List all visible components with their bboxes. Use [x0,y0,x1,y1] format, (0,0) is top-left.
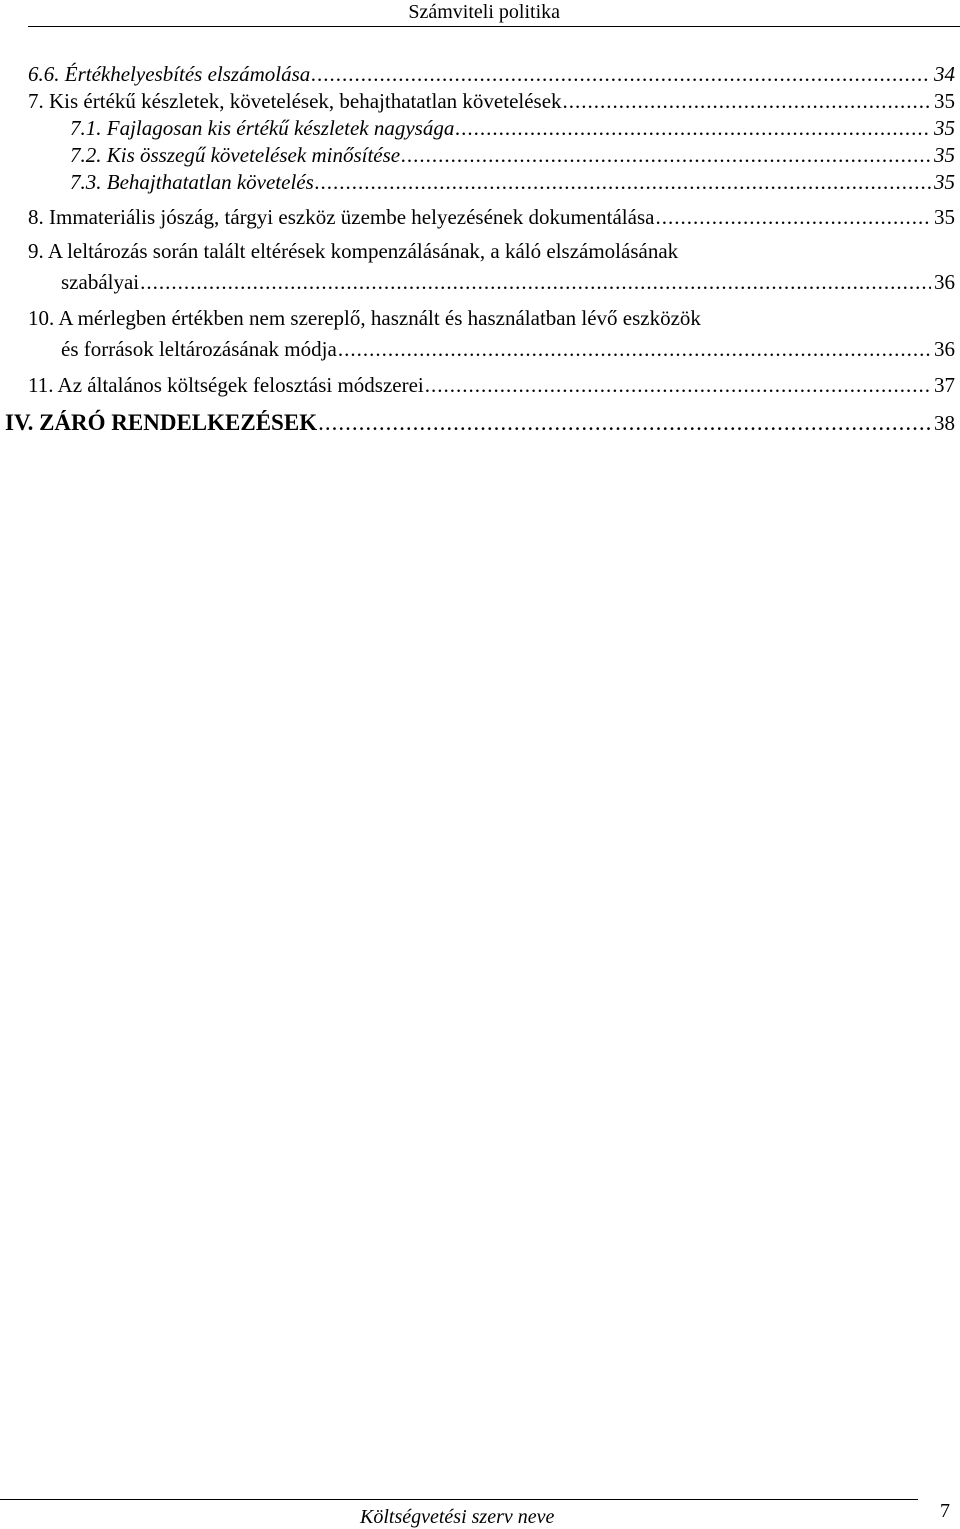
toc-entry-7-2[interactable] [70,142,955,169]
dot-leader [315,169,931,196]
toc-entry-page: 36 [934,337,955,361]
toc-entry-page: 35 [934,205,955,229]
dot-leader [425,372,931,399]
toc-entry-label: 8. Immateriális jószág, tárgyi eszköz üzembe helyezésének dokumentálása [28,205,655,229]
toc-entry-9[interactable] [0,238,960,296]
toc-entry-label: IV. ZÁRÓ RENDELKEZÉSEK [5,410,318,435]
toc-entry-page: 34 [934,62,955,86]
dot-leader [140,269,931,296]
dot-leader [311,61,931,88]
dot-leader [563,88,931,115]
footer-divider [0,1499,918,1500]
toc-entry-8[interactable] [28,204,955,231]
toc-entry-9-continuation [61,269,955,296]
toc-entry-label: 7.3. Behajthatatlan követelés [70,170,314,194]
toc-entry-page: 37 [934,373,955,397]
toc-entry-page: 35 [934,89,955,113]
toc-entry-label: 7.2. Kis összegű követelések minősítése [70,143,401,167]
toc-entry-page: 38 [934,411,955,435]
footer-page-number: 7 [940,1500,950,1522]
table-of-contents [0,61,960,439]
toc-entry-10[interactable] [0,305,960,363]
toc-entry-11[interactable] [28,372,955,399]
dot-leader [401,142,931,169]
toc-entry-label: szabályai [61,270,140,294]
toc-entry-label: 7. Kis értékű készletek, követelések, behajthatatlan követelések [28,89,562,113]
dot-leader [318,407,931,439]
dot-leader [655,204,931,231]
toc-entry-label: 6.6. Értékhelyesbítés elszámolása [28,62,311,86]
toc-entry-10-continuation [61,336,955,363]
toc-entry-7-3[interactable] [70,169,955,196]
dot-leader [455,115,931,142]
toc-entry-7-1[interactable] [70,115,955,142]
toc-entry-label: 11. Az általános költségek felosztási módszerei [28,373,424,397]
toc-entry-iv[interactable] [5,407,955,439]
toc-entry-page: 35 [934,116,955,140]
toc-entry-7[interactable] [28,88,955,115]
footer-org-name: Költségvetési szerv neve [360,1506,555,1528]
toc-entry-page: 35 [934,143,955,167]
toc-entry-page: 36 [934,270,955,294]
toc-entry-label: 7.1. Fajlagosan kis értékű készletek nagysága [70,116,455,140]
toc-entry-6-6[interactable] [28,61,955,88]
toc-entry-label-line1: 10. A mérlegben értékben nem szereplő, használt és használatban lévő eszközök [28,306,701,330]
header-title: Számviteli politika [408,1,560,23]
toc-entry-label: és források leltározásának módja [61,337,337,361]
page-header [28,0,960,27]
toc-entry-label-line1: 9. A leltározás során talált eltérések kompenzálásának, a káló elszámolásának [28,239,679,263]
dot-leader [338,336,931,363]
toc-entry-page: 35 [934,170,955,194]
